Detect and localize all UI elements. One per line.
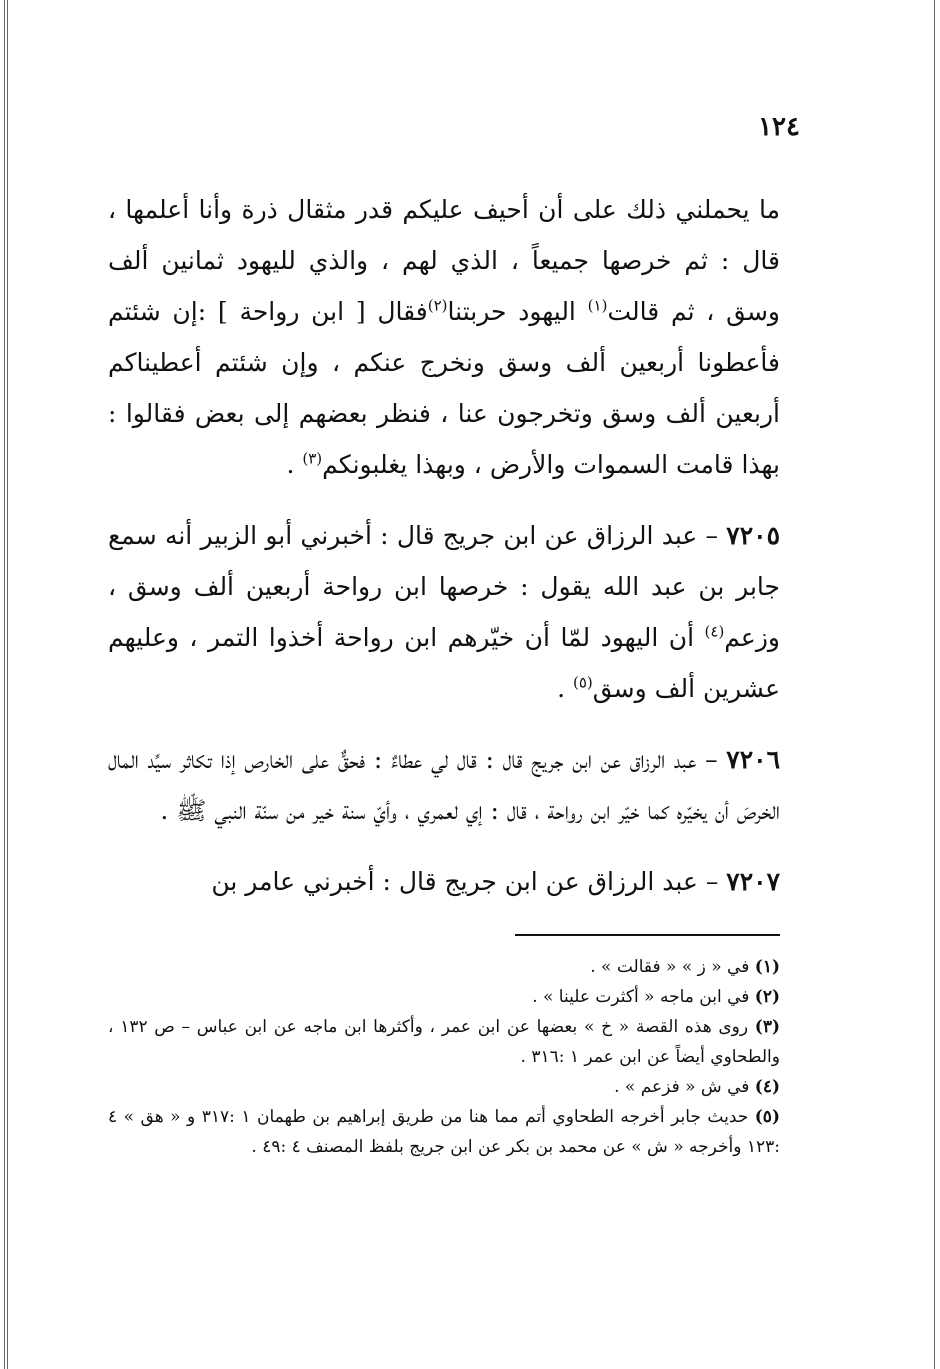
footnote-text: روى هذه القصة « خ » بعضها عن ابن عمر ، وأكثرها ابن ماجه عن ابن عباس – ص ١٣٢ ، والطحاوي أيضاً عن ابن عمر ١ :٣١٦ . xyxy=(108,1017,780,1067)
hadith-7206 xyxy=(108,734,780,836)
text-run: فقال [ ابن رواحة ] :إن شئتم فأعطونا أربعين ألف وسق ونخرج عنكم ، وإن شئتم أعطيناكم أربعين ألف وسق وتخرجون عنا ، فنظر بعضهم إلى بعض فقالوا : بهذا قامت السموات والأرض ، وبهذا يغلبونكم xyxy=(108,297,780,479)
footnote-text: في ابن ماجه « أكثرت علينا » . xyxy=(532,987,755,1007)
text-run: ما يحملني ذلك على أن أحيف عليكم قدر مثقال ذرة وأنا أعلمها ، قال : ثم خرصها جميعاً ، الذي لهم ، والذي لليهود ثمانين ألف وسق ، ثم xyxy=(108,195,780,326)
footnote-text: في « ز » « فقالت » . xyxy=(590,957,755,977)
page-edge-line xyxy=(4,0,5,1369)
footnote-number: (١) xyxy=(754,957,780,977)
page-edge-line xyxy=(7,0,8,1369)
footnote-ref: (٤) xyxy=(704,622,725,641)
footnote xyxy=(108,982,780,1012)
footnotes xyxy=(108,952,780,1162)
page-number: ١٢٤ xyxy=(758,112,800,142)
footnote-number: (٢) xyxy=(754,987,780,1007)
footnote-number: (٣) xyxy=(754,1017,781,1037)
paragraph-continuation xyxy=(108,184,780,490)
page-edge-line xyxy=(934,0,935,1369)
main-text xyxy=(108,184,780,907)
hadith-number: ٧٢٠٦ xyxy=(726,745,780,774)
hadith-7207 xyxy=(108,856,780,907)
footnote xyxy=(108,952,780,982)
text-run: . xyxy=(286,450,303,479)
footnote-number: (٥) xyxy=(754,1107,780,1127)
footnote-ref: (١) xyxy=(587,296,608,315)
text-run: – عبد الرزاق عن ابن جريج قال : قال لي عطاءٌ : فحقٌّ على الخارص إذا تكاثر سيِّد المال الخرصَ أن يخيّره كما خيّر ابن رواحة ، قال : إي لعمري ، وأيّ سنة خير من سنّة النبي ﷺ . xyxy=(108,745,780,825)
text-run: اليهود حربتنا xyxy=(447,297,588,326)
footnote xyxy=(108,1072,780,1102)
footnote xyxy=(108,1102,780,1162)
text-run: أن اليهود لمّا أن خيّرهم ابن رواحة أخذوا التمر ، وعليهم عشرين ألف وسق xyxy=(108,623,780,703)
footnote-ref: (٣) xyxy=(302,449,323,468)
footnote-number: (٤) xyxy=(754,1077,780,1097)
text-run: – عبد الرزاق عن ابن جريج قال : أخبرني أبو الزبير أنه سمع جابر بن عبد الله يقول : خرصها ابن رواحة أربعين ألف وسق ، وزعم xyxy=(108,521,780,652)
footnote-ref: (٥) xyxy=(573,673,593,692)
footnote xyxy=(108,1012,780,1072)
footnote-text: في ش « فزعم » . xyxy=(614,1077,755,1097)
hadith-number: ٧٢٠٥ xyxy=(726,521,780,550)
text-run: قالت xyxy=(607,297,660,326)
footnote-text: حديث جابر أخرجه الطحاوي أتم مما هنا من طريق إبراهيم بن طهمان ١ :٣١٧ و « هق » ٤ :١٢٣ وأخرجه « ش » عن محمد بن بكر عن ابن جريج بلفظ المصنف ٤ :٤٩ . xyxy=(108,1107,780,1157)
text-run: – عبد الرزاق عن ابن جريج قال : أخبرني عامر بن xyxy=(211,867,727,896)
hadith-number: ٧٢٠٧ xyxy=(726,867,780,896)
text-run: . xyxy=(557,674,573,703)
footnote-separator xyxy=(515,934,780,936)
hadith-7205 xyxy=(108,510,780,714)
footnote-ref: (٢) xyxy=(427,296,448,315)
